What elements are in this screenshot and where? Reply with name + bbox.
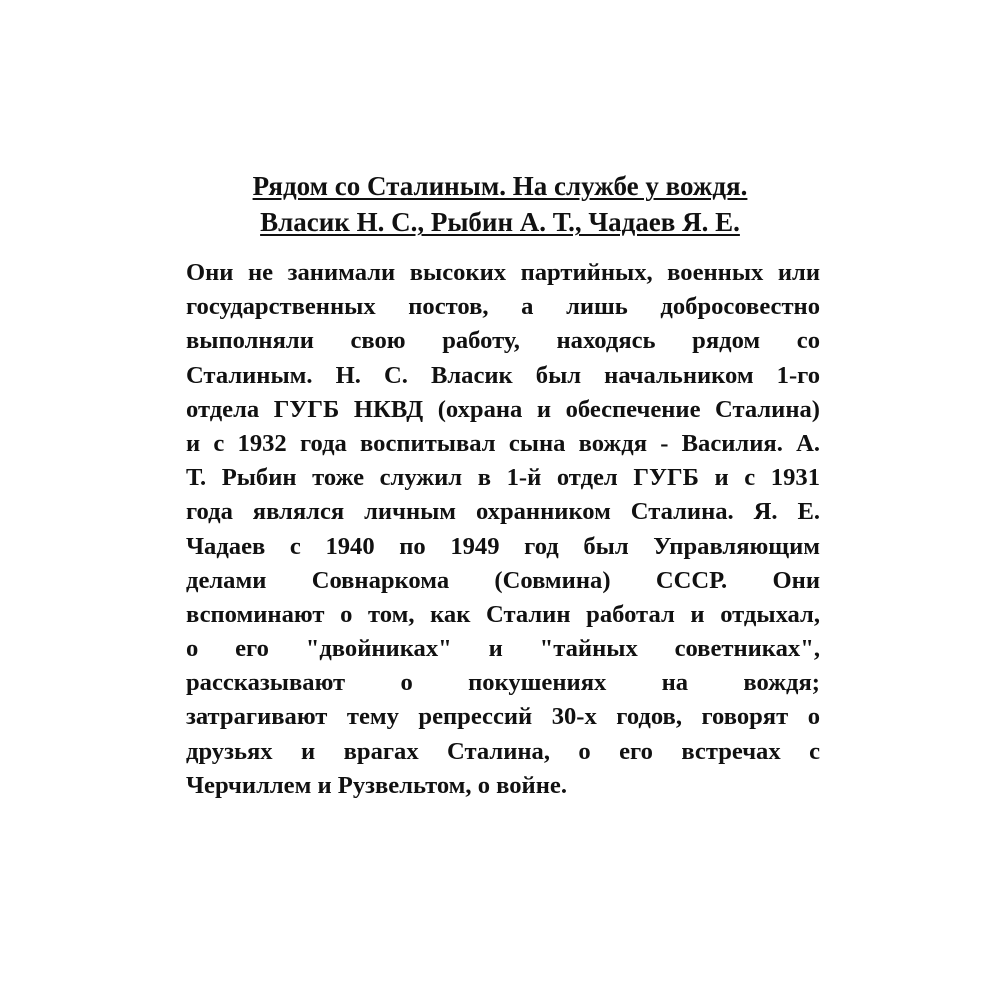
- body-line: и с 1932 года воспитывал сына вождя - Василия. А.: [186, 429, 820, 457]
- body-line: Они не занимали высоких партийных, военных или: [186, 259, 820, 286]
- body-line: затрагивают тему репрессий 30-х годов, говорят о: [186, 703, 820, 731]
- body-line: Сталиным. Н. С. Власик был начальником 1-го: [186, 361, 820, 389]
- body-line-last: Черчиллем и Рузвельтом, о войне.: [186, 771, 567, 799]
- body-line: отдела ГУГБ НКВД (охрана и обеспечение Сталина): [186, 395, 820, 423]
- title-line-text: Рядом со Сталиным. На службе у вождя.: [252, 171, 748, 201]
- body-line: выполняли свою работу, находясь рядом со: [186, 327, 820, 355]
- body-line: о его "двойниках" и "тайных советниках",: [186, 635, 820, 663]
- book-title: [150, 168, 850, 240]
- book-description: [186, 256, 820, 803]
- body-line: друзьях и врагах Сталина, о его встречах с: [186, 737, 820, 765]
- author-line: [150, 204, 850, 240]
- body-line: государственных постов, а лишь добросовестно: [186, 293, 820, 321]
- body-line: Т. Рыбин тоже служил в 1-й отдел ГУГБ и с 1931: [186, 464, 820, 492]
- title-line: [150, 168, 850, 204]
- body-line: делами Совнаркома (Совмина) СССР. Они: [186, 566, 820, 594]
- body-line: вспоминают о том, как Сталин работал и отдыхал,: [186, 600, 820, 628]
- body-line: Чадаев с 1940 по 1949 год был Управляющим: [186, 532, 820, 560]
- body-line: года являлся личным охранником Сталина. Я. Е.: [186, 498, 820, 526]
- body-line: рассказывают о покушениях на вождя;: [186, 669, 820, 697]
- author-line-text: Власик Н. С., Рыбин А. Т., Чадаев Я. Е.: [260, 207, 740, 237]
